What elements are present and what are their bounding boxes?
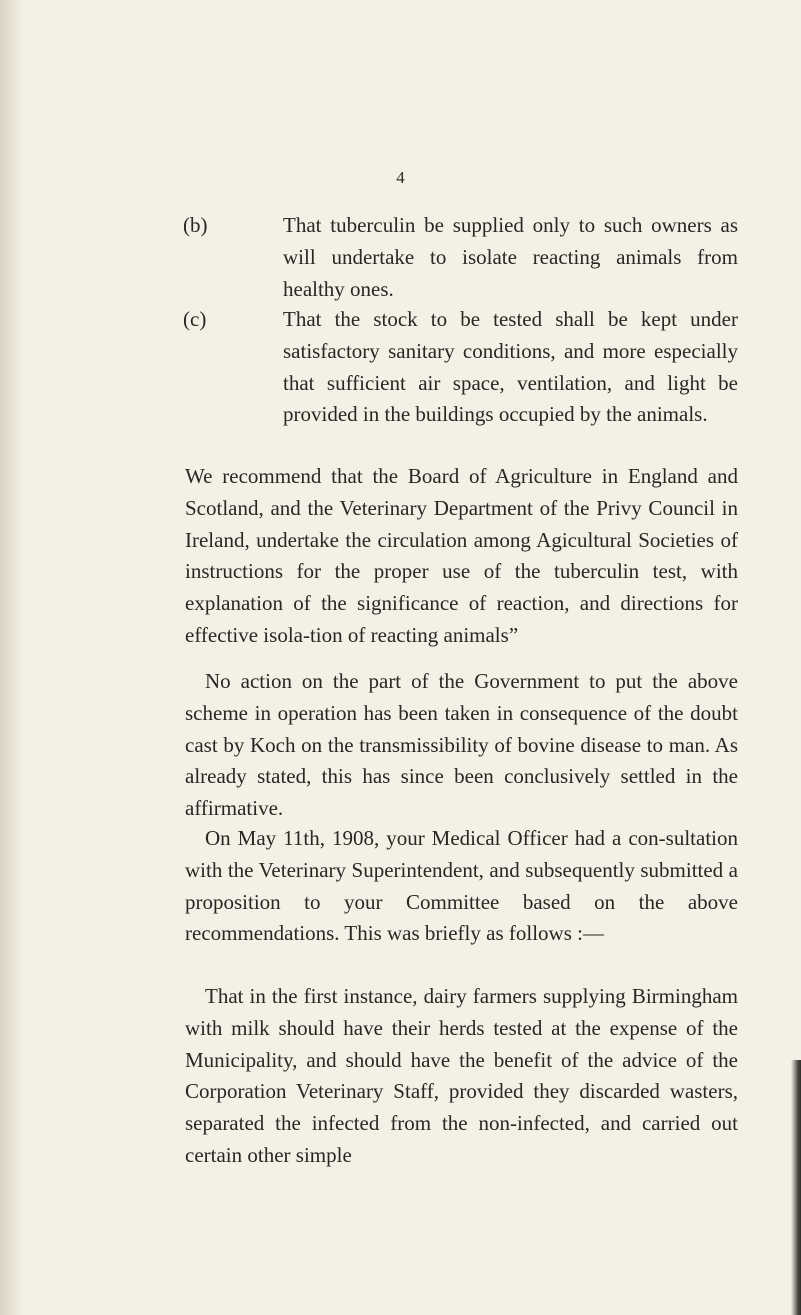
page-right-shadow [791, 1060, 801, 1315]
list-item-label: (b) [183, 213, 208, 237]
paragraph-no-action: No action on the part of the Government to put the above scheme in operation has been taken in consequence of the doubt cast by Koch on the transmissibility of bovine disease to man. As already stated, this has since been conclusively settled in the affirmative. [185, 669, 738, 821]
list-item-text: That the stock to be tested shall be kept under satisfactory sanitary conditions, and more especially that sufficient air space, ventilation, and light be provided in the buildings occupied by the animals. [283, 307, 738, 427]
page-number: 4 [396, 168, 405, 187]
paragraph-consultation: On May 11th, 1908, your Medical Officer had a con-sultation with the Veterinary Superintendent, and subsequently submitted a proposition to your Committee based on the above recommendations. This was briefly as follows :— [185, 826, 738, 946]
list-item-label: (c) [183, 307, 207, 331]
paragraph-proposal: That in the first instance, dairy farmers supplying Birmingham with milk should have their herds tested at the expense of the Municipality, and should have the benefit of the advice of the Corporation Veterinary Staff, provided they discarded wasters, separated the infected from the non-infected, and carried out certain other simple [185, 984, 738, 1167]
page-left-shadow [0, 0, 22, 1315]
paragraph-recommendation: We recommend that the Board of Agriculture in England and Scotland, and the Veterinary Department of the Privy Council in Ireland, undertake the circulation among Agicultural Societies of instructions for the proper use of the tuberculin test, with explanation of the significance of reaction, and directions for effective isola-tion of reacting animals” [185, 464, 738, 647]
list-item-text: That tuberculin be supplied only to such owners as will undertake to isolate reacting animals from healthy ones. [283, 213, 738, 301]
